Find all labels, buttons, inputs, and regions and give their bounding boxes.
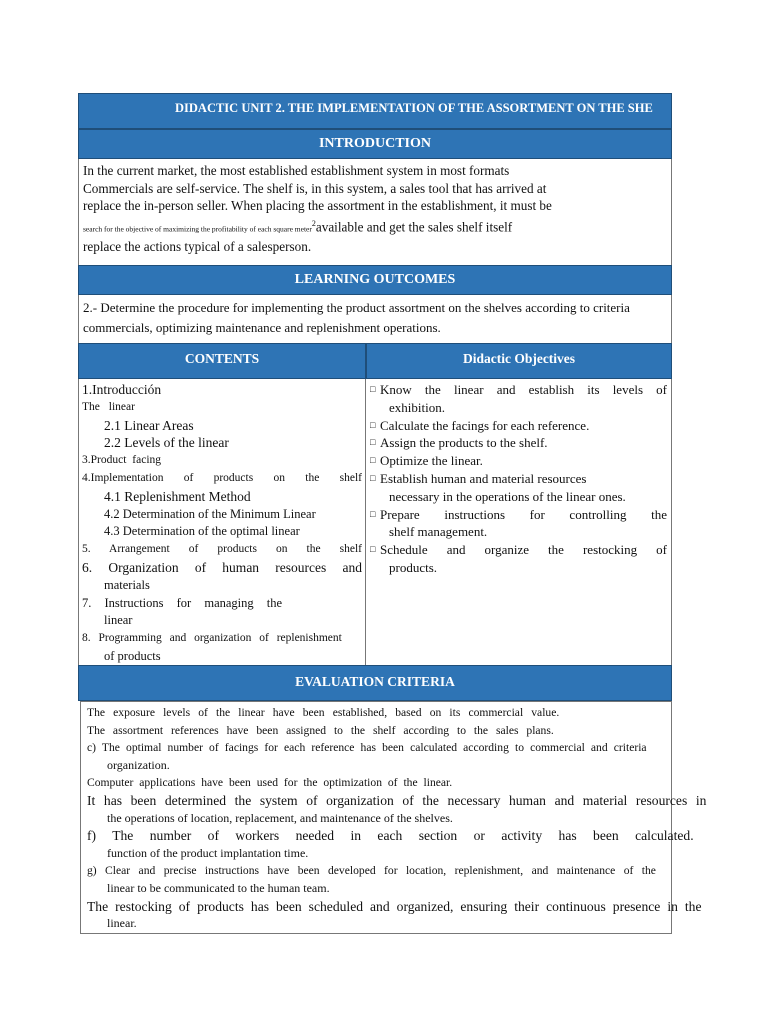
intro-small-text: search for the objective of maximizing the profitability of each square meter: [83, 224, 312, 234]
objective-text-cont: products.: [389, 559, 438, 575]
contents-item: 7. Instructions for managing the: [82, 595, 283, 610]
contents-item: linear: [104, 613, 133, 628]
contents-item: 5. Arrangement of products on the shelf: [82, 543, 362, 556]
intro-line: In the current market, the most established establishment system in most formats: [83, 163, 510, 178]
objective-text: Optimize the linear.: [380, 453, 483, 469]
objective-text: Know the linear and establish its levels of: [380, 382, 667, 397]
checkbox-icon: □: [370, 472, 376, 483]
introduction-heading: INTRODUCTION: [78, 129, 672, 159]
contents-list: [78, 379, 366, 665]
criteria-line: function of the product implantation time.: [107, 845, 309, 860]
intro-text: available and get the sales shelf itself: [315, 219, 513, 235]
checkbox-icon: □: [370, 384, 376, 394]
lo-line: commercials, optimizing maintenance and replenishment operations.: [83, 320, 441, 335]
objective-item: [370, 417, 667, 435]
objective-text: Assign the products to the shelf.: [380, 435, 548, 451]
objective-item: [370, 381, 667, 417]
unit-title: DIDACTIC UNIT 2. THE IMPLEMENTATION OF THE ASSORTMENT ON THE SHE: [78, 93, 672, 129]
superscript: 2: [311, 218, 316, 228]
criteria-line: It has been determined the system of organization of the necessary human and material resources in: [87, 792, 707, 808]
two-column-header: [78, 343, 672, 379]
criteria-line: the operations of location, replacement, and maintenance of the shelves.: [107, 810, 453, 825]
objective-text-cont: necessary in the operations of the linear ones.: [389, 488, 626, 504]
contents-item: 6. Organization of human resources and: [82, 559, 362, 575]
criteria-line: organization.: [107, 757, 170, 772]
intro-line: [83, 215, 667, 238]
contents-item: 4.1 Replenishment Method: [104, 488, 251, 504]
objectives-heading: Didactic Objectives: [366, 343, 672, 379]
criteria-line: The assortment references have been assigned to the shelf according to the sales plans.: [87, 723, 554, 737]
contents-item: 8. Programming and organization of replenishment: [82, 632, 342, 645]
contents-heading: CONTENTS: [78, 343, 366, 379]
checkbox-icon: □: [370, 419, 376, 430]
objective-text: Establish human and material resources: [380, 470, 587, 486]
contents-item: 3.Product facing: [82, 454, 162, 467]
contents-item: The linear: [82, 400, 135, 413]
contents-item: 2.1 Linear Areas: [104, 417, 194, 433]
document-table: [78, 93, 672, 701]
objective-text: Schedule and organize the restocking of: [380, 542, 667, 558]
two-column-body: [78, 379, 672, 665]
checkbox-icon: □: [370, 508, 376, 519]
objective-item: [370, 506, 667, 542]
criteria-line: The restocking of products has been scheduled and organized, ensuring their continuous presence in the: [87, 898, 702, 914]
objective-item: [370, 452, 667, 470]
checkbox-icon: □: [370, 437, 376, 448]
evaluation-criteria-list: [80, 701, 707, 934]
contents-item: materials: [104, 577, 150, 592]
criteria-line: linear to be communicated to the human team.: [107, 880, 330, 895]
contents-item: 4.Implementation of products on the shelf: [82, 471, 362, 484]
criteria-line: linear.: [107, 916, 137, 931]
contents-item: of products: [104, 648, 161, 663]
intro-line: replace the actions typical of a salesperson.: [83, 238, 312, 254]
intro-line: Commercials are self-service. The shelf is, in this system, a sales tool that has arrived at: [83, 180, 547, 196]
objective-item: [370, 541, 667, 577]
lo-line: 2.- Determine the procedure for implementing the product assortment on the shelves according to criteria: [83, 300, 630, 315]
objectives-list: [366, 379, 672, 665]
criteria-line: Computer applications have been used for the optimization of the linear.: [87, 776, 453, 790]
checkbox-icon: □: [370, 455, 376, 466]
checkbox-icon: □: [370, 544, 376, 555]
criteria-line: c) The optimal number of facings for each reference has been calculated according to commercial and criteria: [87, 741, 647, 755]
evaluation-heading: EVALUATION CRITERIA: [78, 665, 672, 701]
contents-item: 4.2 Determination of the Minimum Linear: [104, 506, 316, 521]
learning-outcomes-body: [78, 295, 672, 343]
intro-line: replace the in-person seller. When placing the assortment in the establishment, it must be: [83, 198, 552, 214]
contents-item: 2.2 Levels of the linear: [104, 435, 229, 451]
objective-text-cont: shelf management.: [389, 524, 488, 540]
objective-item: [370, 434, 667, 452]
objective-text: Prepare instructions for controlling the: [380, 506, 667, 522]
introduction-body: [78, 159, 672, 265]
learning-outcomes-heading: LEARNING OUTCOMES: [78, 265, 672, 295]
objective-item: [370, 470, 667, 506]
criteria-line: f) The number of workers needed in each section or activity has been calculated.: [87, 828, 694, 844]
contents-item: 1.Introducción: [82, 382, 162, 397]
criteria-line: g) Clear and precise instructions have been developed for location, replenishment, and maintenance of the: [87, 864, 656, 878]
criteria-line: The exposure levels of the linear have been established, based on its commercial value.: [87, 706, 560, 719]
objective-text-cont: exhibition.: [389, 399, 445, 415]
objective-text: Calculate the facings for each reference.: [380, 417, 590, 433]
contents-item: 4.3 Determination of the optimal linear: [104, 524, 300, 539]
